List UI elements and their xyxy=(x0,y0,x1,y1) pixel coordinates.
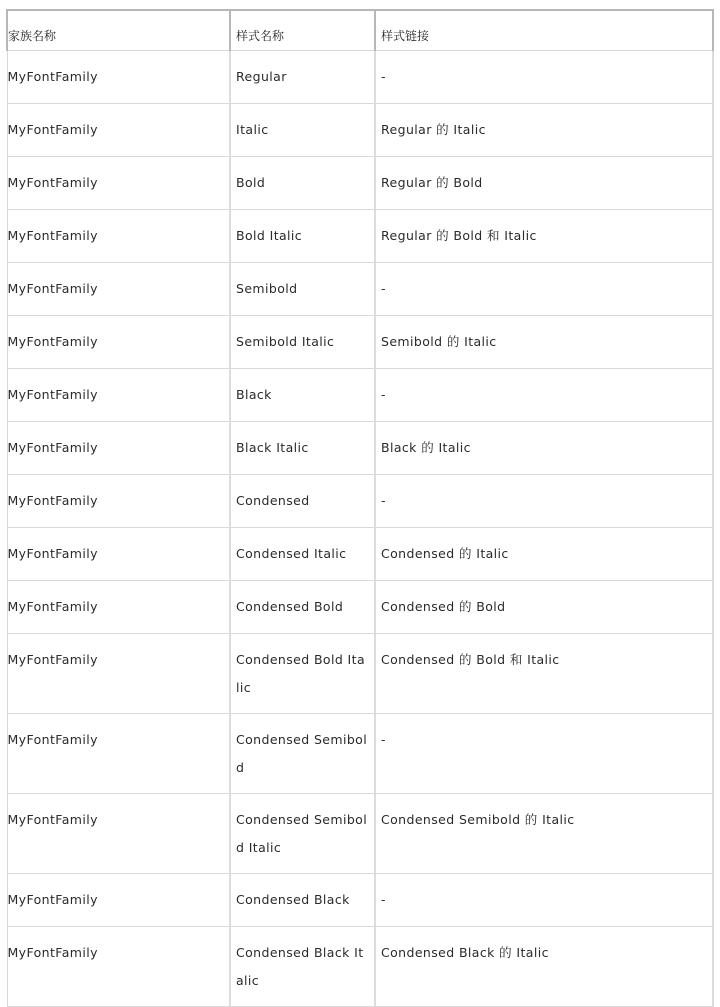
table-row xyxy=(7,421,713,474)
style-link-cell: - xyxy=(375,262,713,315)
style-name-cell: Bold Italic xyxy=(230,209,375,262)
font-style-table-container xyxy=(6,9,712,1007)
style-link-cell: Regular 的 Italic xyxy=(375,103,713,156)
style-name-cell: Black Italic xyxy=(230,421,375,474)
style-link-cell: Condensed 的 Bold 和 Italic xyxy=(375,633,713,713)
family-name-cell: MyFontFamily xyxy=(7,262,230,315)
style-link-cell: - xyxy=(375,50,713,103)
style-name-cell: Condensed xyxy=(230,474,375,527)
table-row xyxy=(7,474,713,527)
style-name-cell: Semibold Italic xyxy=(230,315,375,368)
style-name-cell: Condensed Black xyxy=(230,873,375,926)
style-link-cell: Black 的 Italic xyxy=(375,421,713,474)
header-family-name: 家族名称 xyxy=(7,10,230,50)
style-name-cell: Condensed Semibold xyxy=(230,713,375,793)
family-name-cell: MyFontFamily xyxy=(7,713,230,793)
style-name-cell: Black xyxy=(230,368,375,421)
family-name-cell: MyFontFamily xyxy=(7,580,230,633)
table-row xyxy=(7,156,713,209)
table-row xyxy=(7,793,713,873)
family-name-cell: MyFontFamily xyxy=(7,368,230,421)
style-link-cell: - xyxy=(375,873,713,926)
style-name-cell: Semibold xyxy=(230,262,375,315)
style-name-cell: Regular xyxy=(230,50,375,103)
style-link-cell: Condensed 的 Italic xyxy=(375,527,713,580)
family-name-cell: MyFontFamily xyxy=(7,873,230,926)
table-row xyxy=(7,926,713,1006)
style-name-cell: Condensed Bold xyxy=(230,580,375,633)
header-style-link: 样式链接 xyxy=(375,10,713,50)
table-row xyxy=(7,368,713,421)
style-link-cell: Condensed 的 Bold xyxy=(375,580,713,633)
family-name-cell: MyFontFamily xyxy=(7,633,230,713)
family-name-cell: MyFontFamily xyxy=(7,793,230,873)
family-name-cell: MyFontFamily xyxy=(7,209,230,262)
style-name-cell: Italic xyxy=(230,103,375,156)
family-name-cell: MyFontFamily xyxy=(7,527,230,580)
font-style-table xyxy=(6,9,714,1007)
style-link-cell: Condensed Black 的 Italic xyxy=(375,926,713,1006)
table-row xyxy=(7,873,713,926)
table-row xyxy=(7,633,713,713)
header-row xyxy=(7,10,713,50)
family-name-cell: MyFontFamily xyxy=(7,474,230,527)
style-name-cell: Condensed Black Italic xyxy=(230,926,375,1006)
style-link-cell: Semibold 的 Italic xyxy=(375,315,713,368)
table-header xyxy=(7,10,713,50)
style-name-cell: Condensed Italic xyxy=(230,527,375,580)
table-row xyxy=(7,209,713,262)
style-name-cell: Bold xyxy=(230,156,375,209)
table-row xyxy=(7,103,713,156)
style-link-cell: Regular 的 Bold 和 Italic xyxy=(375,209,713,262)
table-row xyxy=(7,315,713,368)
table-body xyxy=(7,50,713,1006)
family-name-cell: MyFontFamily xyxy=(7,103,230,156)
table-row xyxy=(7,713,713,793)
family-name-cell: MyFontFamily xyxy=(7,156,230,209)
style-link-cell: - xyxy=(375,474,713,527)
family-name-cell: MyFontFamily xyxy=(7,926,230,1006)
style-name-cell: Condensed Bold Italic xyxy=(230,633,375,713)
style-link-cell: Regular 的 Bold xyxy=(375,156,713,209)
table-row xyxy=(7,262,713,315)
header-style-name: 样式名称 xyxy=(230,10,375,50)
family-name-cell: MyFontFamily xyxy=(7,315,230,368)
family-name-cell: MyFontFamily xyxy=(7,50,230,103)
style-link-cell: Condensed Semibold 的 Italic xyxy=(375,793,713,873)
style-link-cell: - xyxy=(375,713,713,793)
table-row xyxy=(7,50,713,103)
style-link-cell: - xyxy=(375,368,713,421)
style-name-cell: Condensed Semibold Italic xyxy=(230,793,375,873)
family-name-cell: MyFontFamily xyxy=(7,421,230,474)
table-row xyxy=(7,580,713,633)
table-row xyxy=(7,527,713,580)
